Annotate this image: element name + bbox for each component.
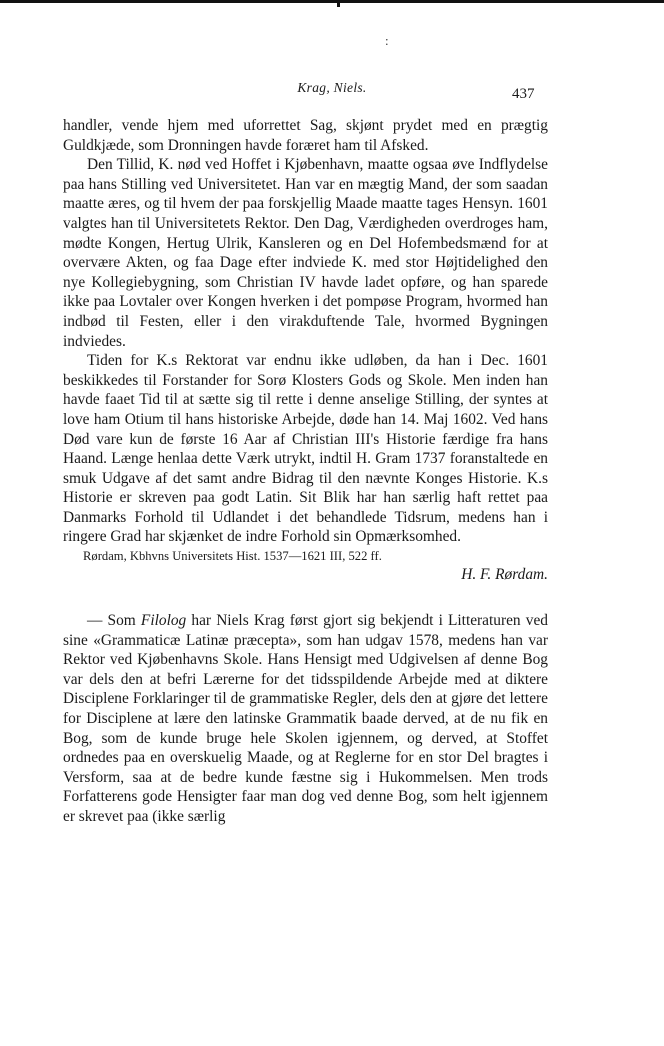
author-signature: H. F. Rørdam.: [461, 566, 548, 584]
citation: Rørdam, Kbhvns Universitets Hist. 1537—1621 III, 522 ff.: [83, 549, 382, 564]
section-lead: — Som: [87, 612, 141, 630]
section-text: har Niels Krag først gjort sig bekjendt i Litteraturen ved sine «Grammaticæ Latinæ præcepta», som han udgav 1578, medens han var Rektor ved Kjøbenhavns Skole. Hans Hensigt med Udgivelsen af denne Bog var dels den at befri Lærerne for det tidsspildende Arbejde med at diktere Disciplene Forklaringer til de grammatiske Regler, dels den at gjøre det lettere for Disciplene at lære den latinske Grammatik baade derved, at de nu fik en Bog, som de kunde bruge hele Skolen igjennem, og derved, at Stoffet ordnedes paa en overskuelig Maade, og at Reglerne for en stor Del bragtes i Versform, saa at de bedre kunde fæstne sig i Hukommelsen. Men trods Forfatterens gode Hensigter faar man dog ved denne Bog, som helt igjennem er skrevet paa (ikke særlig: [63, 612, 548, 825]
paragraph-2: Den Tillid, K. nød ved Hoffet i Kjøbenhavn, maatte ogsaa øve Indflydelse paa hans Stilling ved Universitetet. Han var en mægtig Mand, der som saadan maatte æres, og til hvem der paa forskjellig Maade maatte tages Hensyn. 1601 valgtes han til Universitetets Rektor. Den Dag, Værdigheden overdroges ham, mødte Kongen, Hertug Ulrik, Kansleren og en Del Hofembedsmænd for at overvære Akten, og faa Dage efter indviede K. med stor Højtidelighed den nye Kollegiebygning, som Christian IV havde ladet opføre, og han sparede ikke paa Lovtaler over Kongen hverken i det pompøse Program, hvormed han indbød til Festen, eller i den virakduftende Tale, hvormed Bygningen indviedes.: [63, 156, 548, 350]
running-head: Krag, Niels.: [297, 80, 367, 95]
emphasis-filolog: Filolog: [140, 612, 187, 630]
paragraph-1: handler, vende hjem med uforrettet Sag, skjønt prydet med en prægtig Guldkjæde, som Dronningen havde foræret ham til Afsked.: [63, 117, 548, 154]
body-text: [63, 116, 548, 827]
page-speck: :: [385, 33, 389, 48]
top-border-mark: [337, 0, 340, 7]
paragraph-4: [63, 611, 548, 827]
section-gap: [63, 585, 548, 611]
page-number: 437: [512, 86, 535, 102]
paragraph-3: Tiden for K.s Rektorat var endnu ikke udløben, da han i Dec. 1601 beskikkedes til Forstander for Sorø Klosters Gods og Skole. Men inden han havde faaet Tid til at sætte sig til rette i denne anselige Stilling, der syntes at love ham Otium til hans historiske Arbejde, døde han 14. Maj 1602. Ved hans Død vare kun de første 16 Aar af Christian III's Historie færdige fra hans Haand. Længe henlaa dette Værk utrykt, indtil H. Gram 1737 foranstaltede en smuk Udgave af det samt andre Bidrag til den nævnte Konges Historie. K.s Historie er skreven paa godt Latin. Sit Blik har han særlig haft rettet paa Danmarks Forhold til Udlandet i det behandlede Tidsrum, medens han i ringere Grad har skjænket de indre Forhold sin Opmærksomhed.: [63, 352, 548, 546]
top-border-rule: [0, 0, 664, 3]
